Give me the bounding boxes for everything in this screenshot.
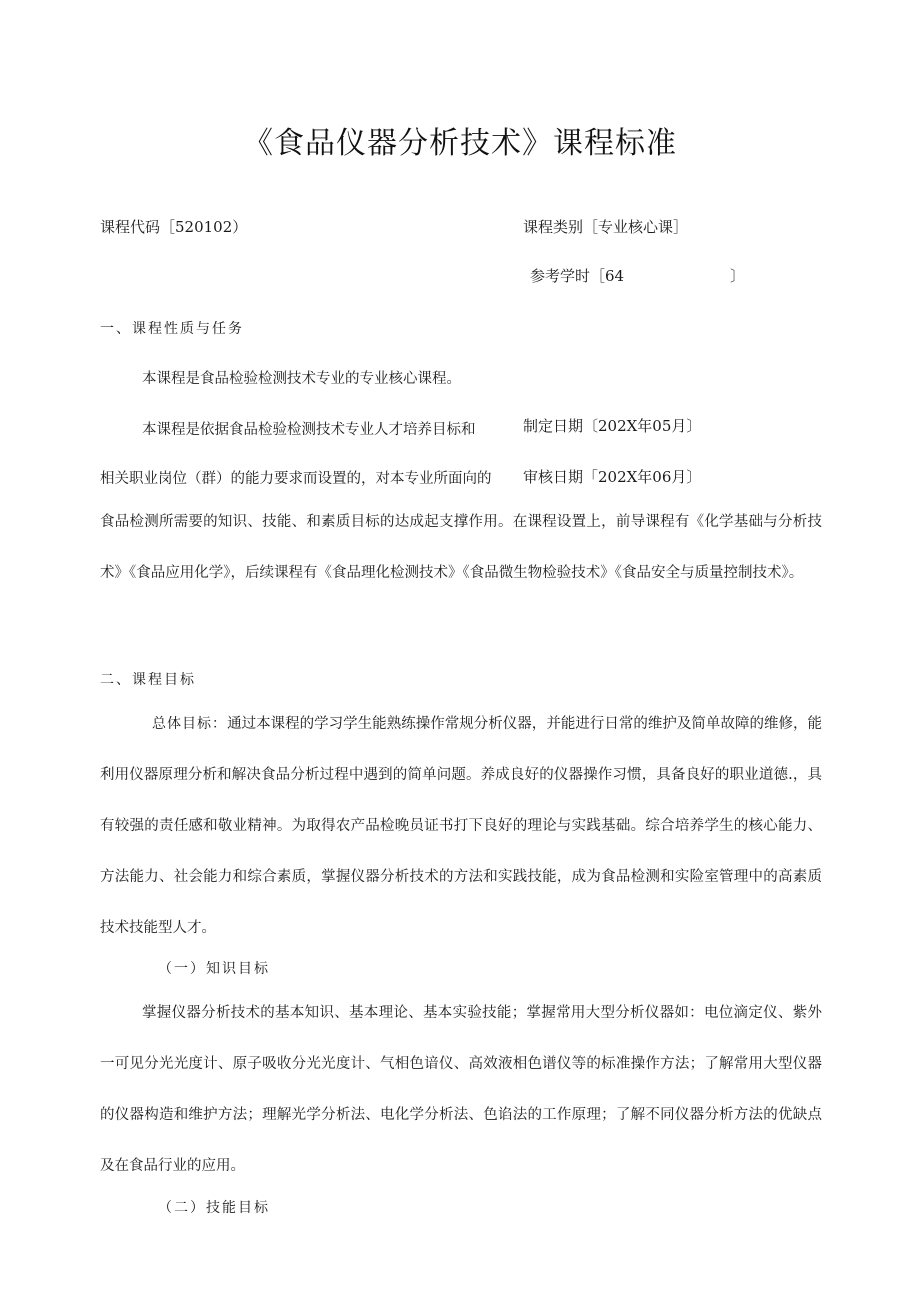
reference-hours: 参考学时［64 bbox=[530, 267, 625, 285]
section-2-heading: 二、课程目标 bbox=[100, 672, 196, 688]
skill-goal-heading: （二）技能目标 bbox=[158, 1200, 270, 1216]
course-type: 课程类别［专业核心课］ bbox=[523, 218, 689, 236]
section-1-heading: 一、课程性质与任务 bbox=[100, 321, 244, 337]
overall-goal-label: 总体目标： bbox=[152, 716, 228, 732]
overall-goal-paragraph bbox=[100, 699, 822, 954]
made-date: 制定日期〔202X年05月〕 bbox=[523, 417, 702, 435]
knowledge-goal-heading: （一）知识目标 bbox=[158, 961, 270, 977]
section-1-paragraph-1: 本课程是食品检验检测技术专业的专业核心课程。 bbox=[142, 371, 461, 387]
section-1-paragraph-2-rest: 食品检测所需要的知识、技能、和素质目标的达成起支撑作用。在课程设置上，前导课程有《化学基础与分析技术》《食品应用化学》，后续课程有《食品理化检测技术》《食品微生物检验技术》《食品安全与质量控制技术》。 bbox=[100, 514, 822, 581]
knowledge-goal-paragraph: 掌握仪器分析技术的基本知识、基本理论、基本实验技能；掌握常用大型分析仪器如：电位滴定仪、紫外一可见分光光度计、原子吸收分光光度计、气相色谙仪、高效液相色谱仪等的标准操作方法；了解常用大型仪器的仪器构造和维护方法；理解光学分析法、电化学分析法、色谄法的工作原理；了解不同仪器分析方法的优缺点及在食品行业的应用。 bbox=[100, 1005, 822, 1174]
review-date: 审核日期「202X年06月〕 bbox=[523, 468, 702, 486]
overall-goal-text: 通过本课程的学习学生能熟练操作常规分析仪器，并能进行日常的维护及简单故障的维修，能利用仪器原理分析和解决食品分析过程中遇到的简单问题。养成良好的仪器操作习惯，具备良好的职业道德.，具有较强的责任感和敬业精神。为取得农产品检晚员证书打下良好的理论与实践基础。综合培养学生的核心能力、方法能力、社会能力和综合素质，掌握仪器分析技术的方法和实践技能，成为食品检测和实险室管理中的高素质技术技能型人才。 bbox=[100, 716, 823, 936]
section-1-paragraph-2-line-1: 本课程是依据食品检验检测技术专业人才培养目标和 bbox=[142, 422, 476, 438]
reference-hours-bracket: 〕 bbox=[730, 267, 746, 285]
page-title: 《食品仪器分析技术》课程标准 bbox=[243, 126, 677, 161]
course-code: 课程代码［520102） bbox=[100, 218, 248, 236]
section-1-paragraph-2-line-2: 相关职业岗位（群）的能力要求而设置的，对本专业所面向的 bbox=[100, 471, 492, 487]
